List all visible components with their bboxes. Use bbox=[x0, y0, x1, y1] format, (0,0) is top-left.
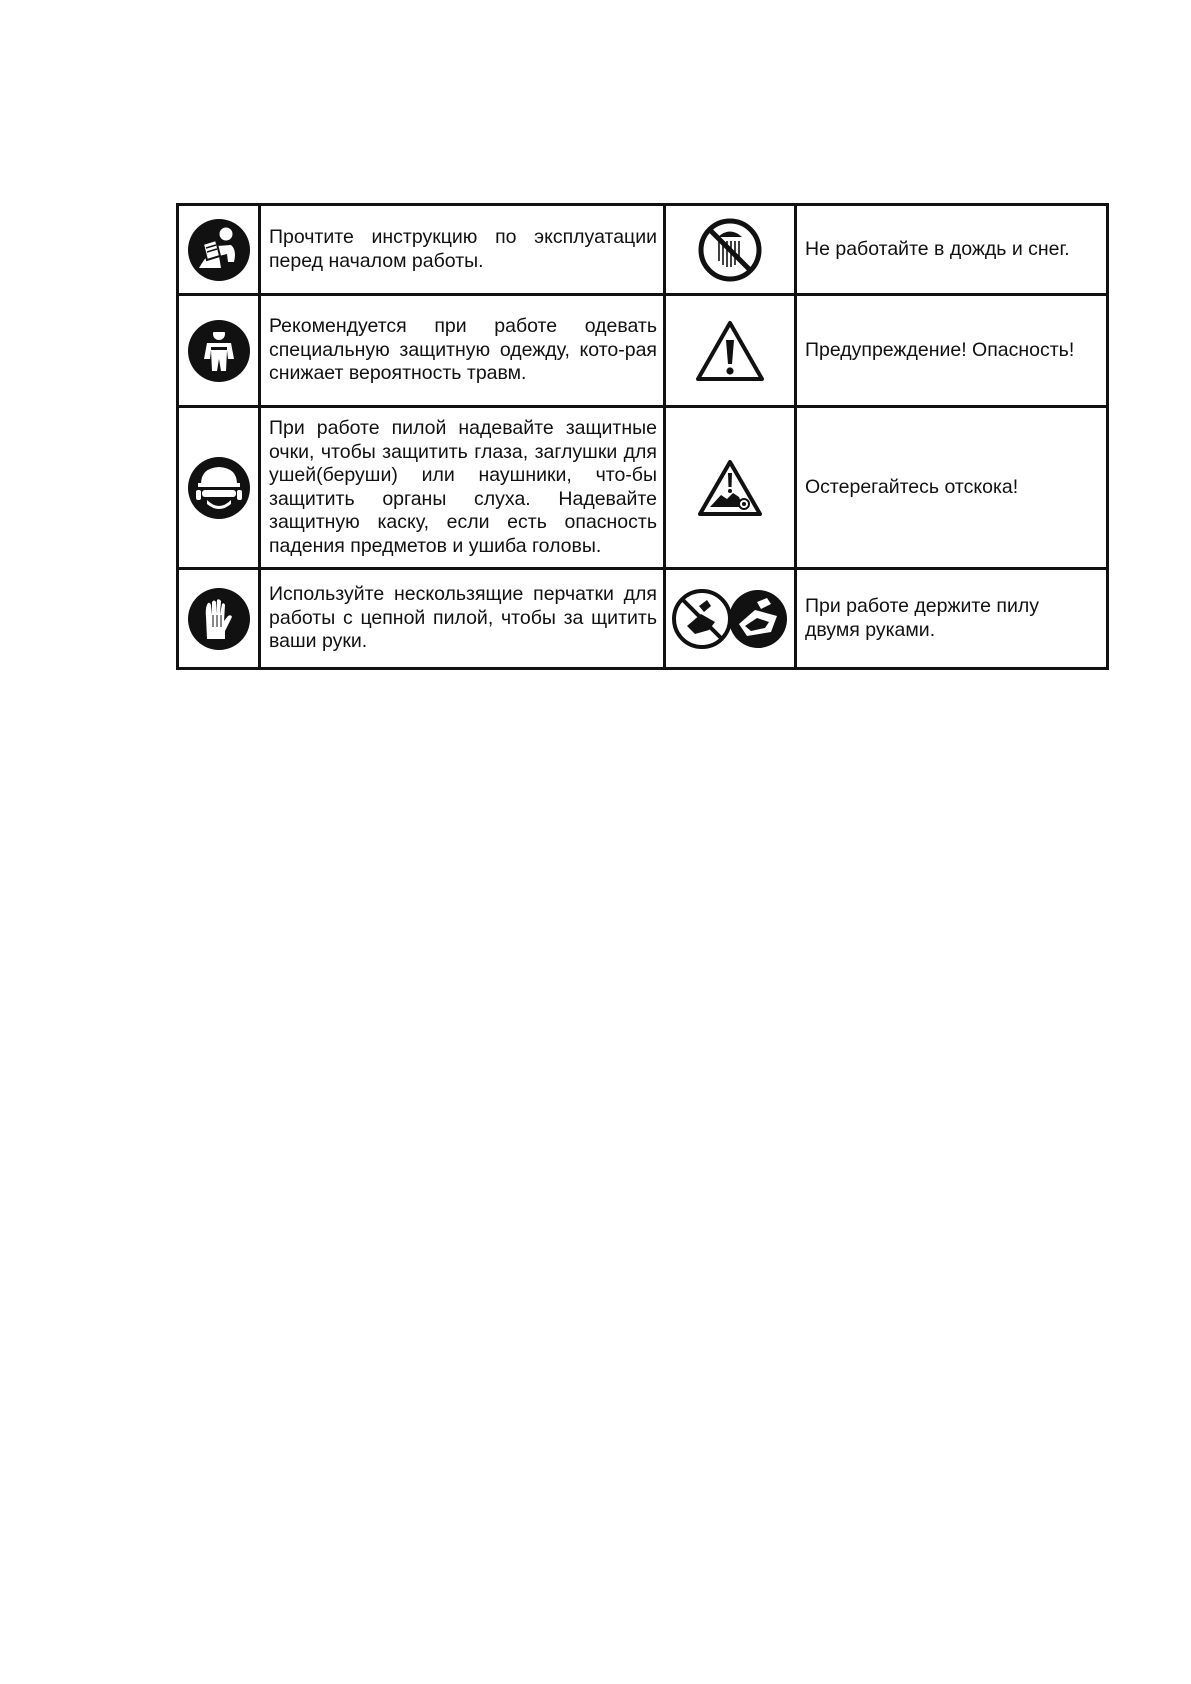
instruction-text: Прочтите инструкцию по эксплуатации перед началом работы. bbox=[260, 205, 665, 295]
instruction-text: При работе пилой надевайте защитные очки, чтобы защитить глаза, заглушки для ушей(беруши) или наушники, что-бы защитить органы слуха. Надевайте защитную каску, если есть опасность падения предметов и ушиба головы. bbox=[260, 407, 665, 569]
gloves-icon bbox=[187, 587, 251, 651]
kickback-warning-icon bbox=[697, 459, 763, 517]
icon-cell bbox=[665, 295, 796, 407]
no-rain-icon bbox=[697, 217, 763, 283]
instruction-text: Рекомендуется при работе одевать специальную защитную одежду, кото-рая снижает вероятность травм. bbox=[260, 295, 665, 407]
protective-clothing-icon bbox=[187, 319, 251, 383]
two-hands-icon bbox=[671, 586, 789, 652]
instruction-text: Используйте нескользящие перчатки для работы с цепной пилой, чтобы за щитить ваши руки. bbox=[260, 569, 665, 669]
icon-cell bbox=[665, 407, 796, 569]
warning-text: Предупреждение! Опасность! bbox=[796, 295, 1108, 407]
icon-cell bbox=[178, 295, 260, 407]
table-row bbox=[178, 205, 1108, 295]
icon-cell bbox=[178, 569, 260, 669]
icon-cell bbox=[665, 569, 796, 669]
warning-triangle-icon bbox=[695, 320, 765, 382]
icon-cell bbox=[665, 205, 796, 295]
table-row bbox=[178, 295, 1108, 407]
icon-cell bbox=[178, 407, 260, 569]
icon-cell bbox=[178, 205, 260, 295]
table-row bbox=[178, 407, 1108, 569]
head-protection-icon bbox=[187, 456, 251, 520]
table-row bbox=[178, 569, 1108, 669]
warning-text: При работе держите пилу двумя руками. bbox=[796, 569, 1108, 669]
warning-text: Не работайте в дождь и снег. bbox=[796, 205, 1108, 295]
read-manual-icon bbox=[187, 218, 251, 282]
safety-symbols-table bbox=[176, 203, 1109, 670]
warning-text: Остерегайтесь отскока! bbox=[796, 407, 1108, 569]
